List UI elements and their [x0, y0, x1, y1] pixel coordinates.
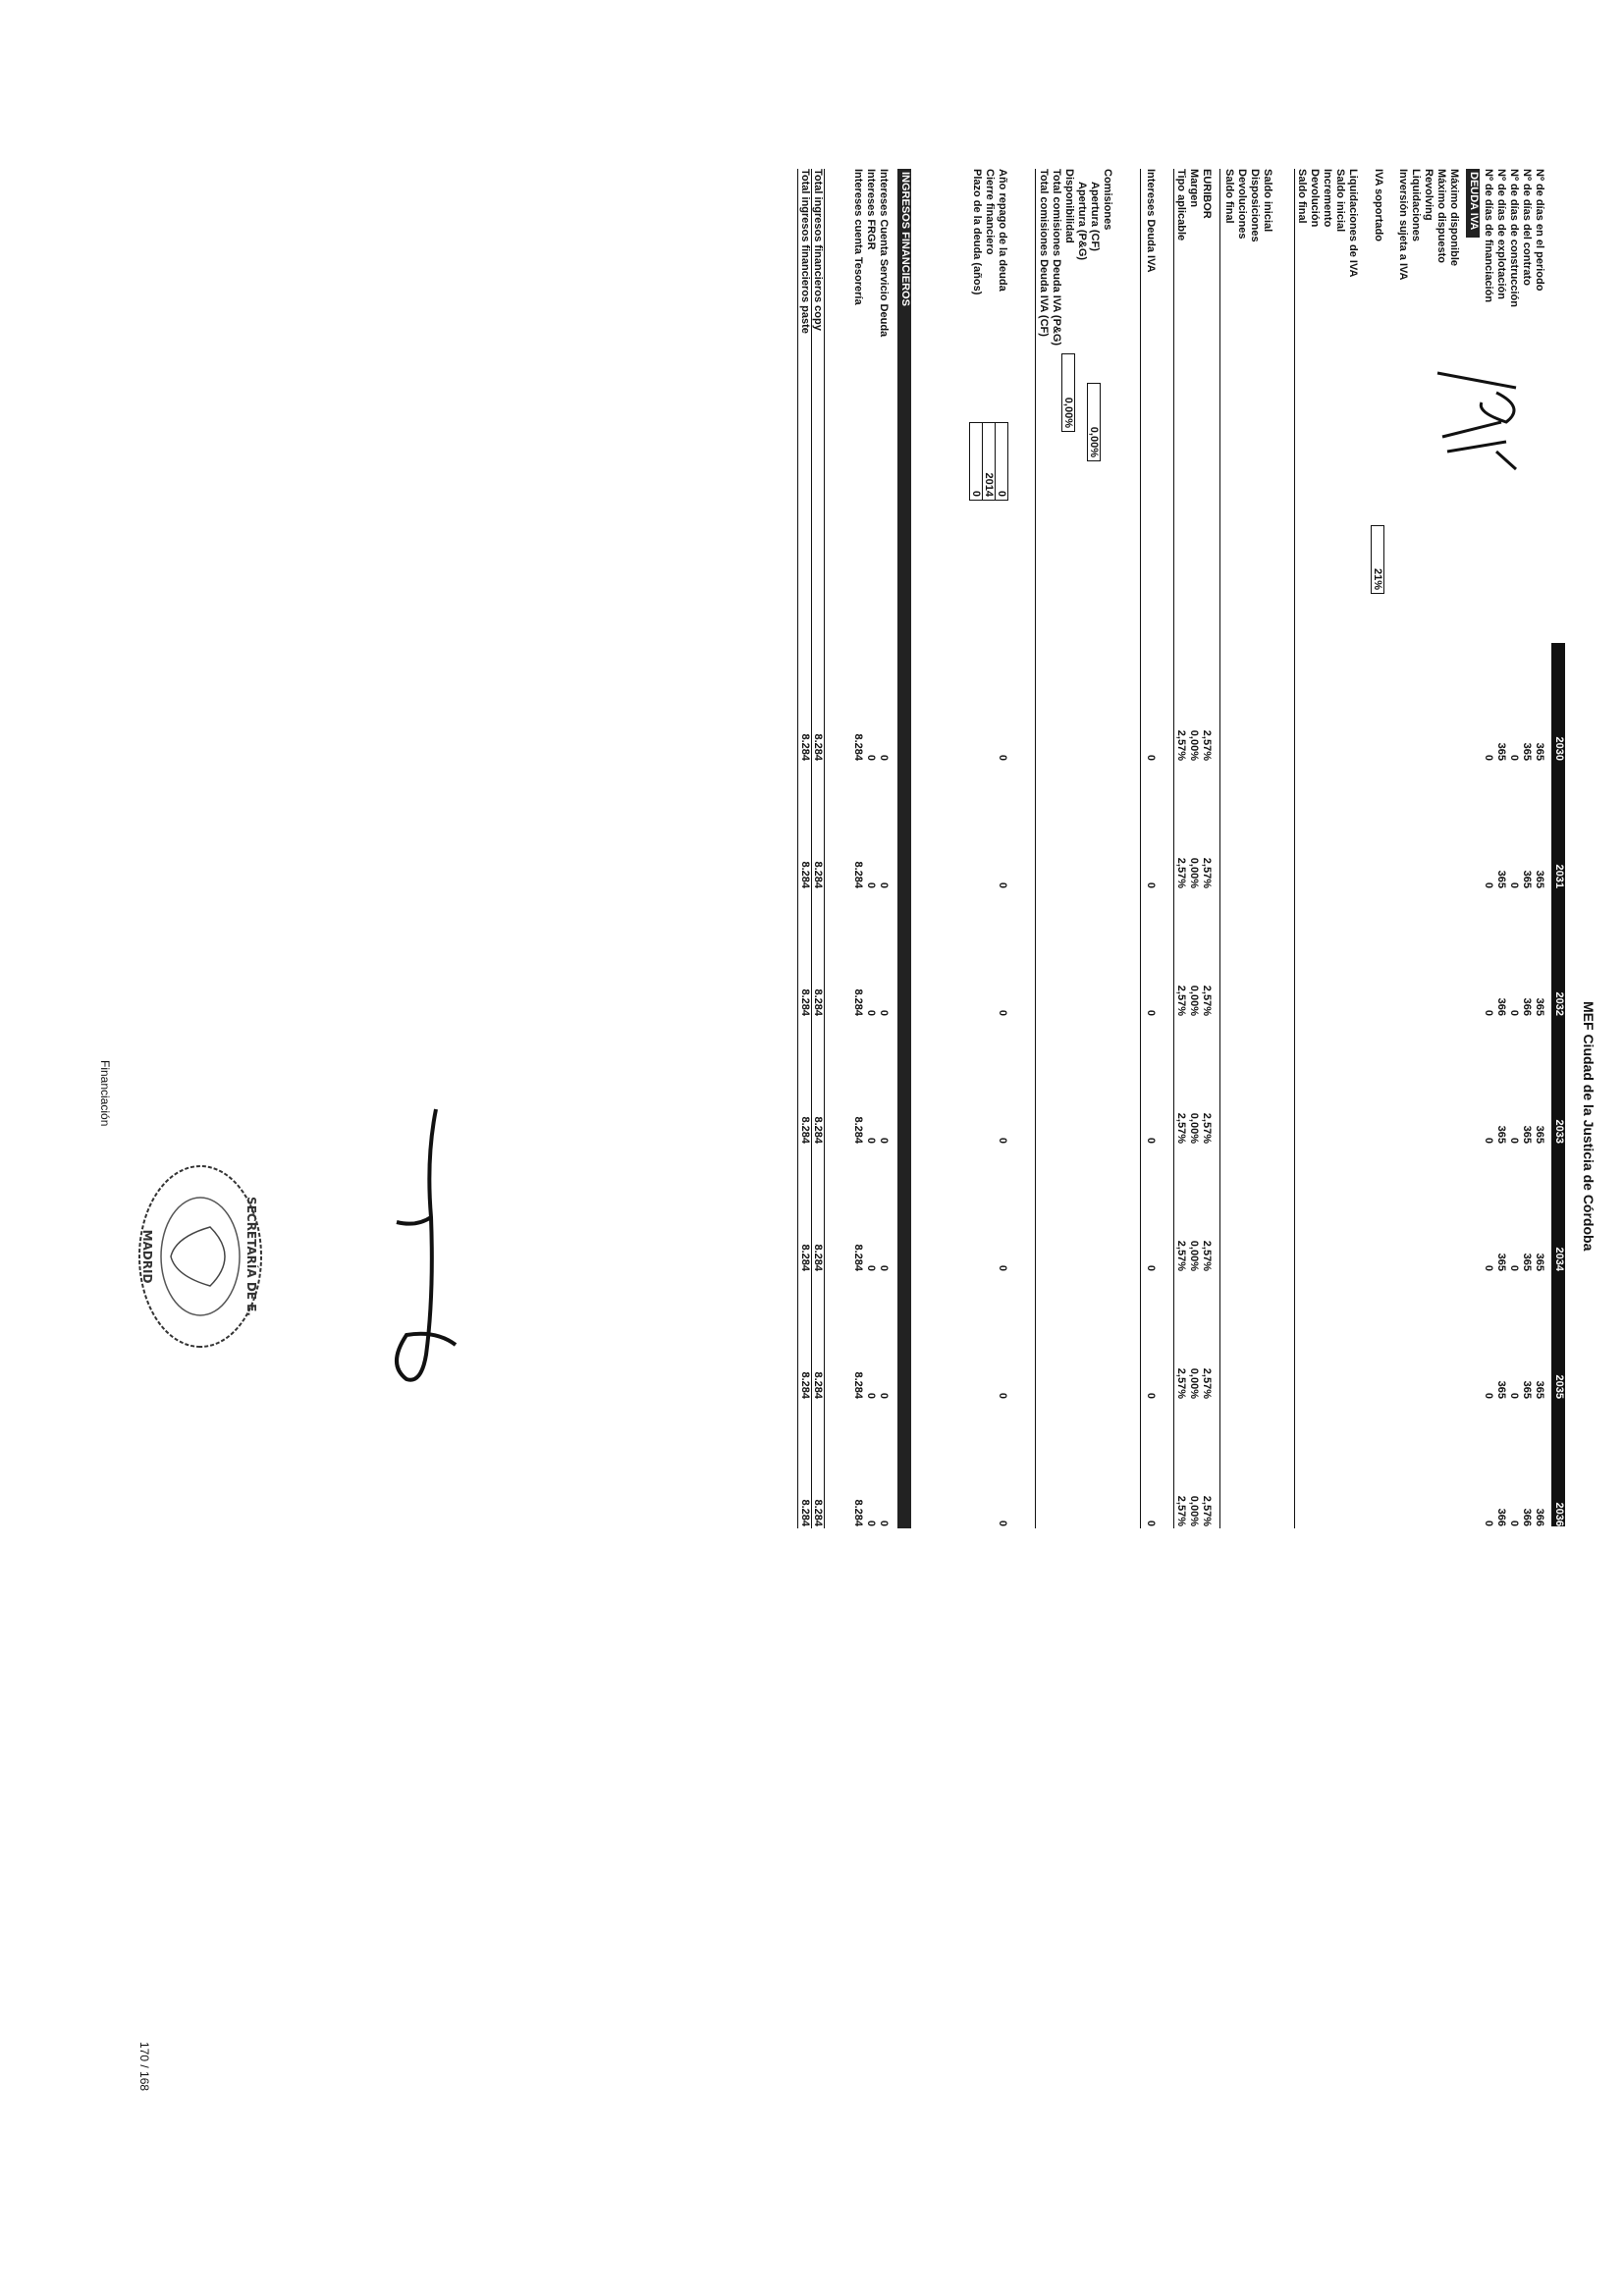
table-cell: 0	[1483, 1264, 1494, 1271]
table-cell: 0	[1145, 881, 1157, 888]
table-cell: 8.284	[812, 988, 824, 1016]
row-label: Saldo final	[1223, 169, 1235, 224]
table-cell: 0	[997, 754, 1008, 761]
year-header-cell: 2035	[1553, 1374, 1565, 1399]
footer-note: Financiación	[98, 1060, 112, 1127]
table-cell: 0	[1145, 754, 1157, 761]
table-cell: 0,00%	[1188, 1367, 1200, 1399]
table-cell: 0,00%	[1188, 985, 1200, 1016]
year-header-cell: 2030	[1553, 736, 1565, 761]
row-label: Revolving	[1423, 169, 1435, 221]
row-label: Comisiones	[1102, 169, 1113, 231]
table-cell: 8.284	[852, 733, 864, 761]
table-cell: 2,57%	[1175, 1367, 1187, 1399]
table-cell: 8.284	[812, 1371, 824, 1399]
table-cell: 366	[1495, 1508, 1507, 1526]
table-cell: 8.284	[812, 861, 824, 888]
table-cell: 8.284	[852, 1116, 864, 1144]
table-cell: 0	[1145, 1520, 1157, 1526]
table-cell: 365	[1534, 1380, 1545, 1399]
table-cell: 365	[1534, 1253, 1545, 1271]
page-title: MEF Ciudad de la Justicia de Córdoba	[1581, 1001, 1597, 1252]
table-cell: 0	[865, 1520, 877, 1526]
table-cell: 0	[878, 1392, 890, 1399]
table-cell: 8.284	[852, 1244, 864, 1271]
table-cell: 0	[865, 1264, 877, 1271]
table-cell: 2,57%	[1201, 729, 1213, 761]
row-label: EURIBOR	[1201, 169, 1213, 219]
table-cell: 0	[878, 881, 890, 888]
table-cell: 2,57%	[1175, 729, 1187, 761]
table-cell: 365	[1534, 997, 1545, 1016]
input-cell: 0	[969, 422, 983, 501]
table-cell: 0	[997, 1264, 1008, 1271]
row-label: Total comisiones Deuda IVA (P&G)	[1051, 169, 1062, 347]
input-cell: 0,00%	[1061, 353, 1075, 432]
table-cell: 0	[878, 1264, 890, 1271]
table-cell: 365	[1521, 742, 1533, 761]
input-cell: 0	[995, 422, 1008, 501]
row-label: Apertura (CF)	[1089, 182, 1101, 251]
handwritten-signature	[249, 1099, 465, 1394]
input-cell: 0,00%	[1087, 383, 1101, 461]
table-cell: 8.284	[812, 1116, 824, 1144]
page-number: 170 / 168	[137, 2042, 151, 2092]
table-cell: 0	[1508, 1264, 1520, 1271]
table-cell: 0	[1483, 1392, 1494, 1399]
table-cell: 8.284	[799, 733, 811, 761]
table-cell: 8.284	[799, 1371, 811, 1399]
table-cell: 0,00%	[1188, 1240, 1200, 1271]
table-cell: 0,00%	[1188, 729, 1200, 761]
table-cell: 0	[1483, 881, 1494, 888]
row-label: Saldo inicial	[1262, 169, 1273, 233]
table-cell: 8.284	[799, 861, 811, 888]
table-cell: 0,00%	[1188, 857, 1200, 888]
row-label: Año repago de la deuda	[997, 169, 1008, 292]
year-header-cell: 2032	[1553, 991, 1565, 1016]
table-cell: 366	[1521, 1508, 1533, 1526]
row-label: IVA soportado	[1373, 169, 1384, 241]
row-label: Máximo dispuesto	[1435, 169, 1447, 263]
table-cell: 2,57%	[1175, 857, 1187, 888]
row-label: Nº de días del contrato	[1521, 169, 1533, 286]
row-divider	[797, 169, 798, 1528]
handwritten-number-text: 191	[1535, 353, 1536, 355]
table-cell: 0	[997, 881, 1008, 888]
official-seal-stamp	[132, 1158, 269, 1355]
table-cell: 0	[1483, 754, 1494, 761]
table-cell: 0	[997, 1520, 1008, 1526]
table-cell: 365	[1521, 1253, 1533, 1271]
row-label: Nº de días en el periodo	[1534, 169, 1545, 292]
table-cell: 365	[1495, 1380, 1507, 1399]
row-divider	[1140, 169, 1141, 1528]
table-cell: 0	[878, 754, 890, 761]
table-cell: 365	[1495, 870, 1507, 888]
row-label: Nº de días de financiación	[1483, 169, 1494, 303]
table-cell: 366	[1495, 997, 1507, 1016]
row-label: Saldo inicial	[1334, 169, 1346, 233]
table-cell: 0	[878, 1520, 890, 1526]
table-cell: 8.284	[812, 733, 824, 761]
row-label: Intereses cuenta Tesorería	[852, 169, 864, 305]
row-label: Tipo aplicable	[1175, 169, 1187, 241]
row-divider	[1219, 169, 1220, 1528]
row-label: Máximo disponible	[1448, 169, 1460, 267]
row-label: Liquidaciones de IVA	[1347, 169, 1359, 278]
table-cell: 2,57%	[1201, 1367, 1213, 1399]
table-cell: 0	[878, 1137, 890, 1144]
table-cell: 2,57%	[1201, 985, 1213, 1016]
table-cell: 0	[865, 881, 877, 888]
table-cell: 2,57%	[1175, 1112, 1187, 1144]
row-label: Total ingresos financieros copy	[812, 169, 824, 331]
table-cell: 8.284	[799, 1499, 811, 1526]
handwritten-number-mark	[1428, 353, 1536, 481]
row-divider	[811, 169, 812, 1528]
table-cell: 366	[1521, 997, 1533, 1016]
row-label: Cierre financiero	[984, 169, 996, 255]
table-cell: 0	[1483, 1137, 1494, 1144]
table-cell: 0	[878, 1009, 890, 1016]
table-cell: 0	[1145, 1264, 1157, 1271]
row-label: Total ingresos financieros paste	[799, 169, 811, 334]
table-cell: 8.284	[799, 988, 811, 1016]
row-label: Inversión sujeta a IVA	[1397, 169, 1409, 281]
table-cell: 365	[1521, 870, 1533, 888]
svg-text:SECRETARÍA DE E.: SECRETARÍA DE E.	[244, 1197, 258, 1316]
table-cell: 2,57%	[1201, 1112, 1213, 1144]
row-label: Total comisiones Deuda IVA (CF)	[1038, 169, 1050, 337]
row-label: Devoluciones	[1236, 169, 1248, 240]
table-cell: 8.284	[799, 1116, 811, 1144]
row-label: Liquidaciones	[1410, 169, 1422, 241]
row-divider	[824, 169, 825, 1528]
row-label: Intereses Cuenta Servicio Deuda	[878, 169, 890, 338]
table-cell: 0	[1145, 1009, 1157, 1016]
table-cell: 8.284	[852, 1499, 864, 1526]
table-cell: 0	[1508, 881, 1520, 888]
input-cell: 2014	[982, 422, 996, 501]
table-cell: 0	[1483, 1520, 1494, 1526]
table-cell: 366	[1534, 1508, 1545, 1526]
section-header: INGRESOS FINANCIEROS	[897, 169, 911, 1528]
table-cell: 0	[1508, 1009, 1520, 1016]
table-cell: 0	[865, 1009, 877, 1016]
row-divider	[1173, 169, 1174, 1528]
table-cell: 2,57%	[1175, 1495, 1187, 1526]
table-cell: 0	[1483, 1009, 1494, 1016]
year-header-cell: 2034	[1553, 1247, 1565, 1271]
row-divider	[1035, 169, 1036, 1528]
table-cell: 365	[1534, 1125, 1545, 1144]
table-cell: 8.284	[812, 1499, 824, 1526]
year-header-cell: 2033	[1553, 1119, 1565, 1144]
table-cell: 0	[1508, 754, 1520, 761]
svg-text:MADRID: MADRID	[140, 1229, 154, 1284]
table-cell: 0,00%	[1188, 1112, 1200, 1144]
table-cell: 0	[1145, 1137, 1157, 1144]
table-cell: 0	[997, 1137, 1008, 1144]
table-cell: 365	[1534, 870, 1545, 888]
row-label: Apertura (P&G)	[1076, 182, 1088, 261]
year-header-cell: 2031	[1553, 864, 1565, 888]
table-cell: 2,57%	[1175, 985, 1187, 1016]
table-cell: 2,57%	[1201, 857, 1213, 888]
row-label: Intereses Deuda IVA	[1145, 169, 1157, 273]
row-label: Devolución	[1309, 169, 1321, 228]
table-cell: 0	[865, 1392, 877, 1399]
row-label: Disponibilidad	[1063, 169, 1075, 243]
section-header: DEUDA IVA	[1466, 169, 1480, 238]
table-cell: 8.284	[852, 1371, 864, 1399]
table-cell: 2,57%	[1201, 1240, 1213, 1271]
table-cell: 2,57%	[1175, 1240, 1187, 1271]
table-cell: 2,57%	[1201, 1495, 1213, 1526]
row-label: Incremento	[1322, 169, 1333, 228]
table-cell: 365	[1534, 742, 1545, 761]
table-cell: 365	[1495, 1253, 1507, 1271]
table-cell: 0	[865, 754, 877, 761]
table-cell: 8.284	[852, 988, 864, 1016]
table-cell: 0	[997, 1009, 1008, 1016]
table-cell: 0,00%	[1188, 1495, 1200, 1526]
table-cell: 0	[1145, 1392, 1157, 1399]
table-cell: 0	[1508, 1520, 1520, 1526]
row-divider	[1294, 169, 1295, 1528]
table-cell: 0	[865, 1137, 877, 1144]
row-label: Saldo final	[1296, 169, 1308, 224]
table-cell: 365	[1521, 1125, 1533, 1144]
table-cell: 365	[1495, 1125, 1507, 1144]
table-cell: 0	[1508, 1392, 1520, 1399]
table-cell: 365	[1495, 742, 1507, 761]
table-cell: 8.284	[812, 1244, 824, 1271]
row-label: Nº de días de explotación	[1495, 169, 1507, 299]
table-cell: 0	[997, 1392, 1008, 1399]
table-cell: 0	[1508, 1137, 1520, 1144]
table-cell: 8.284	[852, 861, 864, 888]
year-header-cell: 2036	[1553, 1502, 1565, 1526]
row-label: Intereses FRGR	[865, 169, 877, 250]
input-cell: 21%	[1371, 525, 1384, 594]
row-label: Nº de días de construcción	[1508, 169, 1520, 307]
row-label: Plazo de la deuda (años)	[971, 169, 983, 295]
table-cell: 8.284	[799, 1244, 811, 1271]
row-label: Margen	[1188, 169, 1200, 208]
row-label: Disposiciones	[1249, 169, 1261, 242]
table-cell: 365	[1521, 1380, 1533, 1399]
